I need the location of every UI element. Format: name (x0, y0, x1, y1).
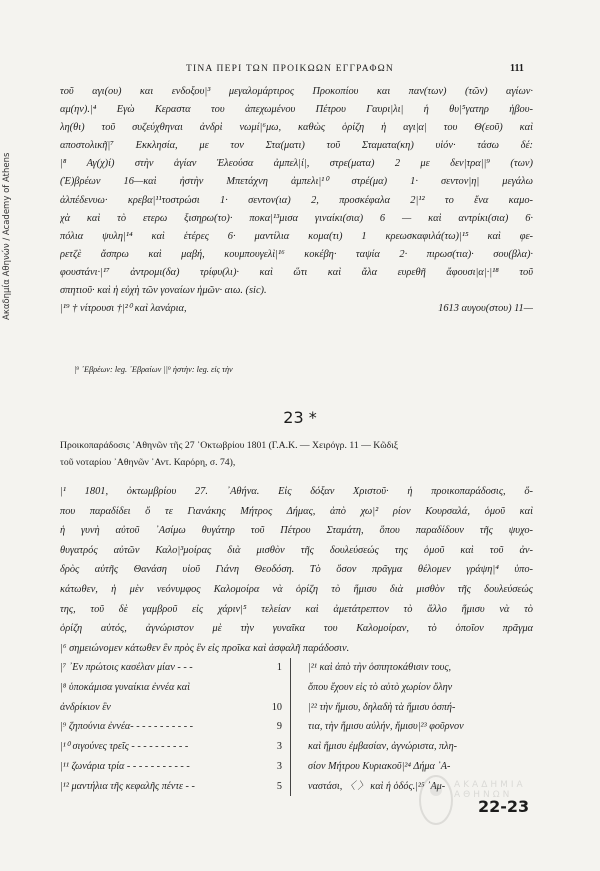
text-line: λη(θι) τοῦ συζεύχθηναι ἀνδρὶ νωμί|⁶μω, καθὼς ὁρίζη ἡ αγι|α| του Θ(εοῦ) καὶ (60, 122, 533, 134)
item-text: |⁸ ὑποκάμισα γυναίκια ἐννέα καὶ (60, 681, 190, 693)
text-line: που παραδίδει ὅ τε Γιανάκης Μήτρος Δήμας, ἀπὸ χω|² ρίον Κουρσαλά, ὁμοῦ καὶ (60, 505, 533, 517)
item-count: 9 (276, 721, 282, 733)
right-line: σίον Μήτρου Κυριακοῦ|²⁴ Δήμα ᾿Α- (308, 760, 451, 772)
attribution-label: Ακαδημία Αθηνών / Academy of Athens (2, 152, 12, 320)
document-number: 23 * (283, 408, 317, 427)
right-line: |²¹ καὶ ἀπὸ τὴν ὁσπητοκάθισιν τους, (308, 662, 452, 673)
header-line: τοῦ νοταρίου ᾿Αθηνῶν ᾿Αντ. Καρόρη, σ. 74), (60, 457, 236, 468)
text-line: θυγατρός αὐτῶν Καλο|³μοίρας διὰ μισθὸν τῆς δουλεύσεώς της ὁμοῦ καὶ τοῦ ἀν- (60, 544, 533, 556)
footer-code: 22-23 (478, 797, 530, 816)
page-number: 111 (510, 63, 524, 74)
item-row (60, 658, 290, 678)
closing-left: |¹⁹ † νίτρουσι †|²⁰ καὶ λανάρια, (60, 303, 187, 315)
text-line: χὰ καὶ τὸ ετερω ξισηρω(το)· ποκα|¹³μισα γιναίκι(σια) 6 — καὶ αντρίκι(σια) 6· (60, 212, 533, 224)
item-text: |¹¹ ζωνάρια τρία - - - - - - - - - - - (60, 760, 190, 772)
document-header (60, 437, 533, 471)
text-line: δρὸς αὐτῆς Θανάση υἱοῦ Γιάνη Θεοδόση. Τὸ ὅσον πρᾶγμα θέλομεν γράψη|⁴ ὑπο- (60, 564, 533, 576)
text-line: της, τοῦ δὲ γαμβροῦ εἰς χάριν|⁵ τελείαν καὶ ἀμετάτρεπτον τὸ ἄλλο ἥμισυ νὰ τὸ (60, 603, 533, 615)
item-row (60, 737, 290, 757)
item-row (60, 698, 290, 718)
item-row (60, 777, 290, 797)
text-line: κάτωθεν, ἡ μὲν νεόνυμφος Καλομοίρα νὰ ὁρίζη τὸ ἥμισυ διὰ μισθὸν τῆς δουλεύσεώς (60, 583, 533, 595)
text-line: |⁸ Αγ(χ)ί) στὴν ἁγίαν Ἐλεούσα ἀμπελ|ί|, στρε(ματα) 2 με δεν|τρα||⁹ (των) (60, 158, 533, 170)
item-text: |⁷ ᾿Εν πρώτοις κασέλαν μίαν - - - (60, 662, 193, 673)
watermark-text: ΑΚΑΔΗΜΙΑ ΑΘΗΝΩΝ (454, 780, 526, 800)
text-line: ἡ γυνὴ αὐτοῦ ᾿Ασίμω θυγάτηρ τοῦ Πέτρου Σταμάτη, ὅπου παραδίδουν τῆς ψυχο- (60, 525, 533, 537)
watermark-emblem-icon (416, 774, 456, 830)
text-line: τοῦ αγι(ου) και ενδοξου|³ μεγαλομάρτιρος Προκοπίου και παν(των) (τῶν) αγίων· (60, 86, 533, 97)
text-line: |¹ 1801, ὀκτωμβρίου 27. ᾿Αθήνα. Εἰς δόξαν Χριστοῦ· ἡ προικοπαράδοσις, ὅ- (60, 486, 533, 497)
side-attribution (2, 20, 18, 320)
item-text: |⁹ ζηπούνια ἐννέα- - - - - - - - - - - (60, 721, 194, 733)
item-count: 1 (276, 662, 282, 673)
right-line: καὶ ἥμισυ ἐμβασίαν, ἀγνώριστα, πλη- (308, 741, 458, 753)
header-line: Προικοπαράδοσις ᾿Αθηνῶν τῆς 27 ᾿Οκτωβρίου 1801 (Γ.Α.Κ. — Χειρόγρ. 11 — Κῶδιξ (60, 440, 399, 451)
text-line: φουστάνι·|¹⁷ ἀντρομι(δα) τρίφυ(λι)· καὶ ὥτι καὶ ἄλα ευρεθῆ ἄφουσι|α|·|¹⁸ τοῦ (60, 266, 533, 278)
item-text: |¹⁰ σιγούνες τρεῖς - - - - - - - - - - (60, 741, 189, 753)
text-line: πόλια ψυλη|¹⁴ καὶ ἑτέρες 6· μαντίλια κομα(τι) 1 κρεωσκαφιλά(τω)|¹⁵ καὶ φε- (60, 230, 533, 242)
text-line: ρετζὲ ἄσπρω καὶ μαβή, κουμπουγελὶ|¹⁶ κοκέβη· ταψία 2· πιρωσ(τια)· σου(βλα)· (60, 248, 533, 260)
item-row (60, 678, 290, 698)
closing-date: 1613 αυγου(στου) 11— (438, 303, 533, 315)
document-22-text (60, 83, 533, 318)
running-head: ΤΙΝΑ ΠΕΡΙ ΤΩΝ ΠΡΟΙΚΩΩΝ ΕΓΓΡΑΦΩΝ (186, 64, 394, 74)
right-line: ναστάσι, 〈 〉 καὶ ἡ ὁδός.|²⁵ ᾿Αμ- (308, 780, 446, 792)
item-count: 10 (271, 701, 282, 713)
text-line: |⁶ σημειώνομεν κάτωθεν ἓν πρὸς ἓν εἰς προῖκα καὶ ἀσφαλῆ παράδοσιν. (60, 642, 350, 654)
item-count: 3 (276, 741, 282, 753)
text-line: αποστολικῆ|⁷ Εκκλησία, με τον Στα(ματι) τοῦ Σταματα(κη) υἱόν· τάσω δέ: (60, 140, 533, 152)
text-line: αμ(ην).|⁴ Εγὼ Κεραστα του ἀπεχωμένου Πέτρου Γαυρι|λι| ἡ θυ|⁵γατηρ ἡβου- (60, 104, 533, 116)
item-count: 5 (276, 780, 282, 792)
item-count: 3 (276, 760, 282, 772)
text-line: ὁρίζη αὐτός, ἀγνώριστον μὲ τὴν γυναῖκα του Καλομοίραν, τὸ ὁποῖον πρᾶγμα (60, 623, 533, 635)
item-text: |¹² μαντήλια τῆς κεφαλῆς πέντε - - (60, 780, 195, 792)
text-line: ἀλπέδενυω· κρεβα|¹¹τοστρώσι 1· σεντον(ια) 2, προσκέφαλα 2|¹² το ἕνα καμο- (60, 194, 533, 206)
document-23-text (60, 482, 533, 658)
right-line: |²² τὴν ἥμισυ, δηλαδὴ τὰ ἥμισυ ὁσπή- (308, 701, 456, 713)
closing-line (60, 300, 533, 318)
item-row (60, 717, 290, 737)
item-row (60, 757, 290, 777)
text-line: σπητιοῦ· καὶ ἡ εὐχὴ τῶν γοναίων ἡμῶν· αιω. (sic). (60, 285, 267, 297)
item-text: ἀνδρίκιον ἓν (60, 701, 111, 713)
items-left-column (60, 658, 291, 796)
footnote: |⁹ ᾿Εβρέων: leg. ᾿Εβραίων ||⁹ ἠστὴν: leg. εἰς τὴν (74, 365, 233, 374)
text-line: (Ἐ)βρέων 16—καὶ ἠστὴν Μπετάχνη ἀμπελι|¹⁰ στρέ(μα) 1· σεντον|η| μεγάλω (60, 176, 533, 188)
right-line: ὅπου ἔχουν εἰς τὸ αὐτὸ χωρίον ὅλην (308, 681, 453, 693)
right-line: τια, τὴν ἥμισυ αὐλήν, ἥμισυ|²³ φοῦρνον (308, 721, 464, 733)
